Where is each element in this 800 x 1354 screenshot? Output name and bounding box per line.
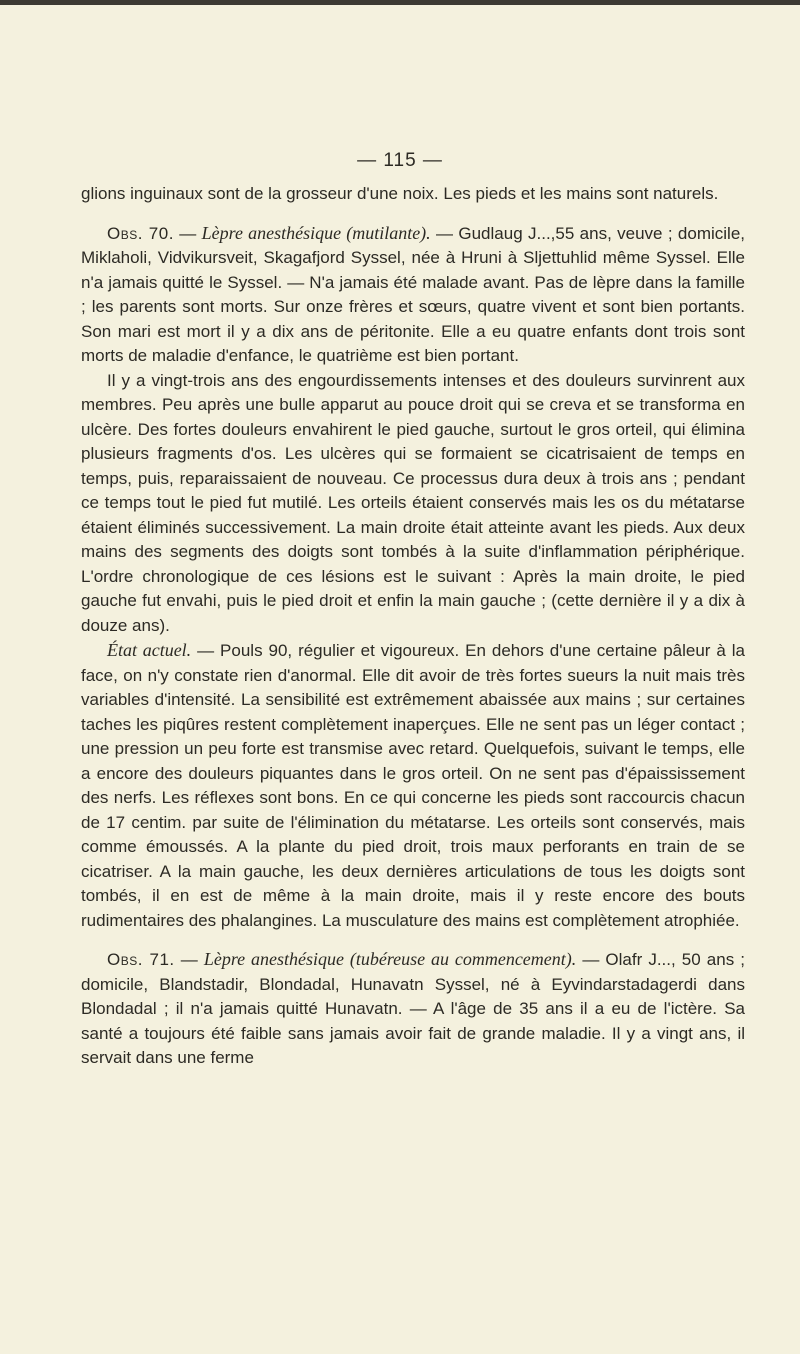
observation-70 (81, 221, 745, 369)
observation-70-label: Obs. 70. (107, 223, 174, 243)
paragraph-continuation: glions inguinaux sont de la grosseur d'une noix. Les pieds et les mains sont naturels. (81, 184, 719, 203)
page-number: — 115 — (357, 150, 443, 171)
paragraph-etat-actuel (81, 638, 745, 933)
observation-71-body: — Olafr J..., 50 ans ; domicile, Blandstadir, Blondadal, Hunavatn Syssel, né à Eyvindarstadagerdi dans Blondadal ; il n'a jamais quitté Hunavatn. — A l'âge de 35 ans il a eu de l'ictère. Sa santé a toujours été faible sans jamais avoir fait de grande maladie. Il y a vingt ans, il servait dans une ferme (81, 950, 745, 1067)
observation-71-title: Lèpre anesthésique (tubéreuse au commencement). (203, 949, 577, 969)
paragraph-history: Il y a vingt-trois ans des engourdissements intenses et des douleurs survinrent aux membres. Peu après une bulle apparut au pouce droit qui se creva et se transforma en ulcère. Des fortes douleurs envahirent le pied gauche, surtout le gros orteil, qui élimina plusieurs fragments d'os. Les ulcères qui se formaient se cicatrisaient de temps en temps, puis, reparaissaient de nouveau. Ce processus dura deux à trois ans ; pendant ce temps tout le pied fut mutilé. Les orteils étaient conservés mais les os du métatarse étaient éliminés successivement. La main droite était atteinte avant les pieds. Aux deux mains des segments des doigts sont tombés à la suite d'inflammation périphérique. L'ordre chronologique de ces lésions est le suivant : Après la main droite, le pied gauche fut envahi, puis le pied droit et enfin la main gauche ; (cette dernière il y a dix à douze ans). (81, 370, 745, 635)
observation-71 (81, 947, 745, 1071)
observation-71-label: Obs. 71. (107, 950, 175, 969)
observation-70-body: — Gudlaug J...,55 ans, veuve ; domicile, Miklaholi, Vidvikursveit, Skagafjord Syssel, née à Hruni à Sljettuhlid même Syssel. Elle n'a jamais quitté le Syssel. — N'a jamais été malade avant. Pas de lèpre dans la famille ; les parents sont morts. Sur onze frères et sœurs, quatre vivent et sont bien portants. Son mari est mort il y a dix ans de péritonite. Elle a eu quatre enfants dont trois sont morts de maladie d'enfance, le quatrième est bien portant. (81, 223, 745, 365)
etat-actuel-body: — Pouls 90, régulier et vigoureux. En dehors d'une certaine pâleur à la face, on n'y constate rien d'anormal. Elle dit avoir de très fortes sueurs la nuit mais très variables d'intensité. La sensibilité est extrêmement abaissée aux mains ; sur certaines taches les piqûres restent complètement inaperçues. Elle ne sent pas un léger contact ; une pression un peu forte est transmise avec retard. Quelquefois, suivant le temps, elle a encore des douleurs piquantes dans le gros orteil. On ne sent pas d'épaississement des nerfs. Les réflexes sont bons. En ce qui concerne les pieds sont raccourcis chacun de 17 centim. par suite de l'élimination du métatarse. Les orteils sont conservés, mais comme émoussés. A la plante du pied droit, trois maux perforants en train de se cicatriser. A la main gauche, les deux dernières articulations de tous les doigts sont tombés, il en est de même à la main droite, mais il y reste encore des bouts rudimentaires des phalangines. La musculature des mains est complètement atrophiée. (81, 641, 745, 930)
observation-70-dash: — (173, 223, 202, 243)
etat-actuel-label: État actuel. (107, 640, 192, 660)
observation-70-title: Lèpre anesthésique (mutilante). (201, 222, 431, 243)
page-body (81, 182, 745, 1071)
observation-71-dash: — (174, 950, 204, 969)
